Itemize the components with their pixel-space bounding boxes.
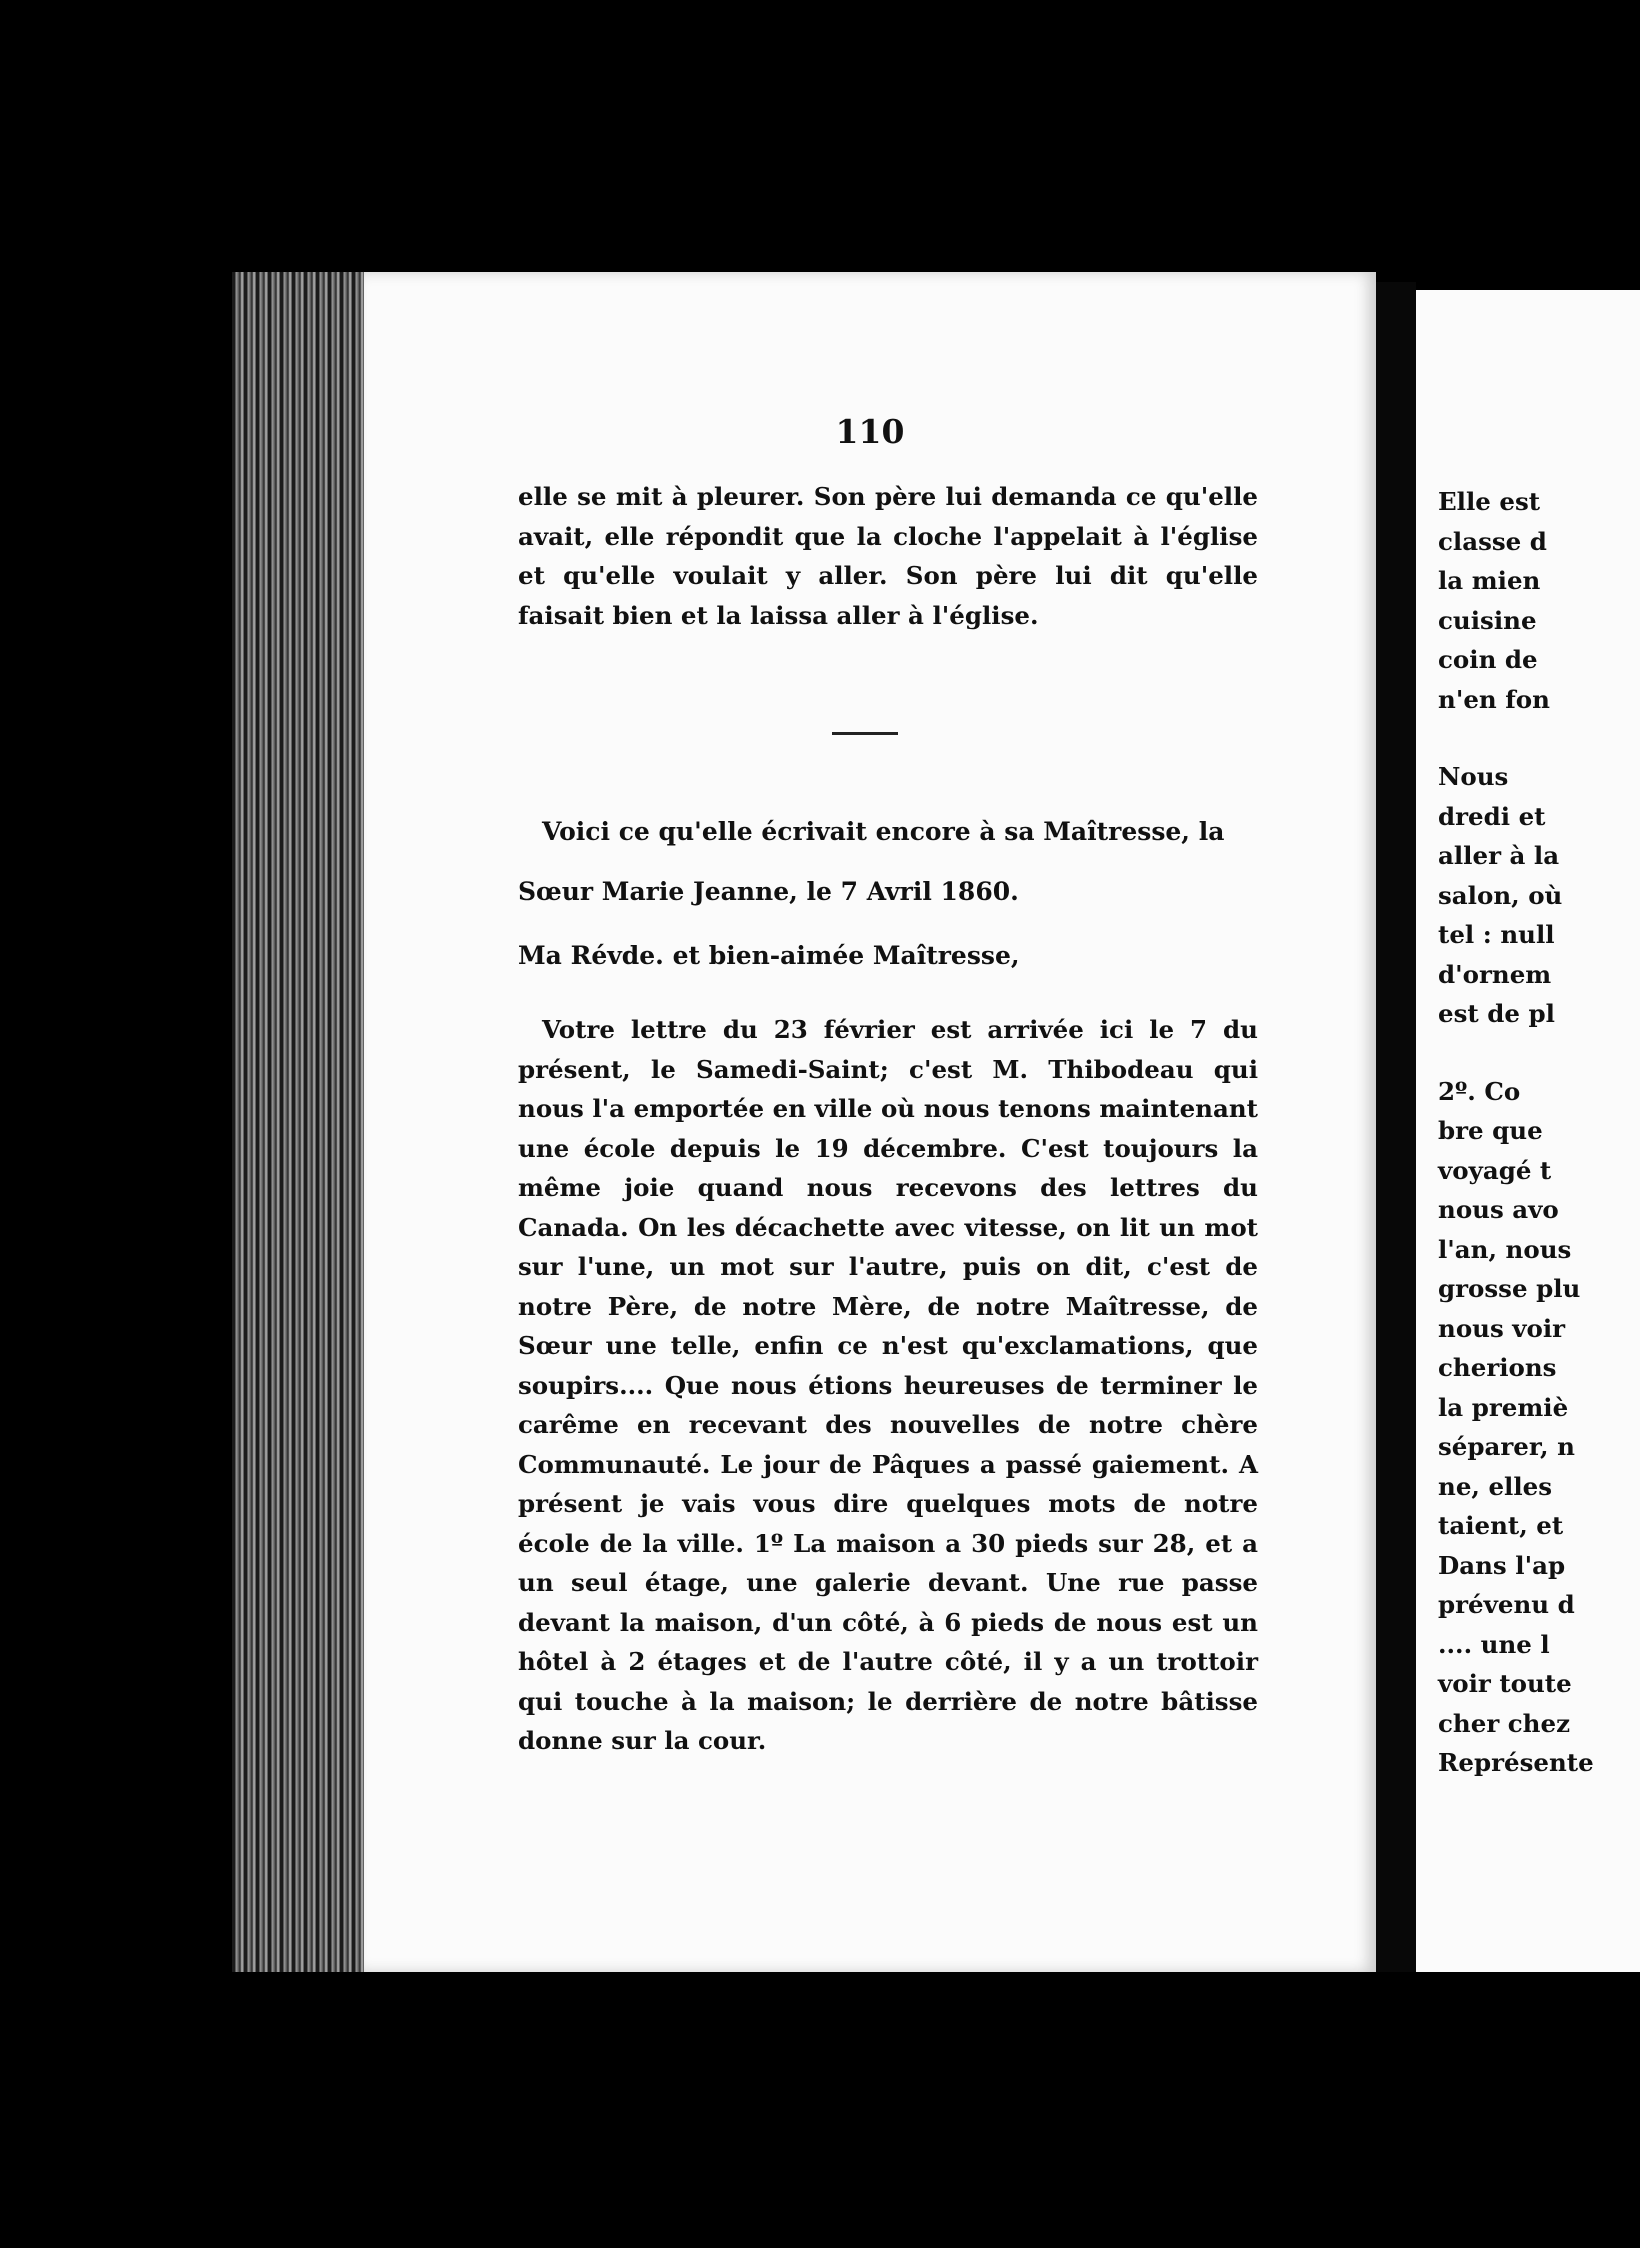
right-line: grosse plu: [1438, 1274, 1581, 1303]
right-line: n'en fon: [1438, 684, 1550, 714]
right-line: la premiè: [1438, 1392, 1569, 1422]
right-line: coin de: [1438, 645, 1538, 674]
right-line: l'an, nous: [1438, 1234, 1572, 1264]
right-line: séparer, n: [1438, 1432, 1575, 1461]
right-line: 2º. Co: [1438, 1076, 1521, 1106]
letter-salutation: Ma Révde. et bien-aimée Maîtresse,: [518, 941, 1020, 970]
right-line: bre que: [1438, 1116, 1543, 1145]
right-line: Elle est: [1438, 487, 1541, 516]
paragraph-text: elle se mit à pleurer. Son père lui demanda ce qu'elle avait, elle répondit que la cloche l'appelait à l'église et qu'elle voulait y aller. Son père lui dit qu'elle faisait bien et la laissa aller à l'église.: [518, 482, 1258, 630]
right-line: la mien: [1438, 566, 1541, 595]
letter-intro-line-2: Sœur Marie Jeanne, le 7 Avril 1860.: [518, 877, 1019, 906]
right-page-partial: [1416, 290, 1640, 1972]
right-line: d'ornem: [1438, 959, 1552, 989]
right-line: dredi et: [1438, 801, 1546, 831]
right-line: salon, où: [1438, 880, 1563, 910]
right-line: ne, elles: [1438, 1471, 1553, 1501]
right-line: tel : null: [1438, 920, 1555, 949]
right-line: cher chez: [1438, 1708, 1570, 1738]
right-line: nous avo: [1438, 1195, 1559, 1224]
right-line: nous voir: [1438, 1313, 1566, 1343]
letter-body: [518, 1010, 1258, 1761]
right-page-text: [1438, 482, 1594, 1783]
letter-text: Votre lettre du 23 février est arrivée ici le 7 du présent, le Samedi-Saint; c'est M. Thibodeau qui nous l'a emportée en ville où nous tenons maintenant une école depuis le 19 décembre. C'est toujours la même joie quand nous recevons des lettres du Canada. On les décachette avec vitesse, on lit un mot sur l'une, un mot sur l'autre, puis on dit, c'est de notre Père, de notre Mère, de notre Maîtresse, de Sœur une telle, enfin ce n'est qu'exclamations, que soupirs.... Que nous étions heureuses de terminer le carême en recevant des nouvelles de notre chère Communauté. Le jour de Pâques a passé gaiement. A présent je vais vous dire quelques mots de notre école de la ville. 1º La maison a 30 pieds sur 28, et a un seul étage, une galerie devant. Une rue passe devant la maison, d'un côté, à 6 pieds de nous est un hôtel à 2 étages et de l'autre côté, il y a un trottoir qui touche à la maison; le derrière de notre bâtisse donne sur la cour.: [518, 1015, 1258, 1755]
right-line: cherions: [1438, 1353, 1557, 1382]
right-line: voyagé t: [1438, 1155, 1552, 1185]
book-page-edge: [232, 272, 366, 1972]
right-line: aller à la: [1438, 841, 1560, 870]
paragraph-end-of-story: [518, 477, 1258, 635]
right-line: taient, et: [1438, 1511, 1564, 1540]
left-page: [364, 272, 1376, 1972]
right-line: classe d: [1438, 526, 1547, 556]
right-line: voir toute: [1438, 1669, 1572, 1698]
right-line: Représente: [1438, 1748, 1594, 1777]
section-divider: [832, 732, 898, 735]
page-number: 110: [835, 412, 905, 451]
right-line: est de pl: [1438, 999, 1555, 1028]
right-line: cuisine: [1438, 605, 1537, 635]
letter-intro-line-1: Voici ce qu'elle écrivait encore à sa Maîtresse, la: [542, 817, 1225, 846]
right-line: prévenu d: [1438, 1590, 1575, 1619]
right-line: Nous: [1438, 762, 1509, 791]
right-line: Dans l'ap: [1438, 1550, 1566, 1580]
book-gutter: [1376, 282, 1416, 1972]
right-line: .... une l: [1438, 1629, 1550, 1659]
